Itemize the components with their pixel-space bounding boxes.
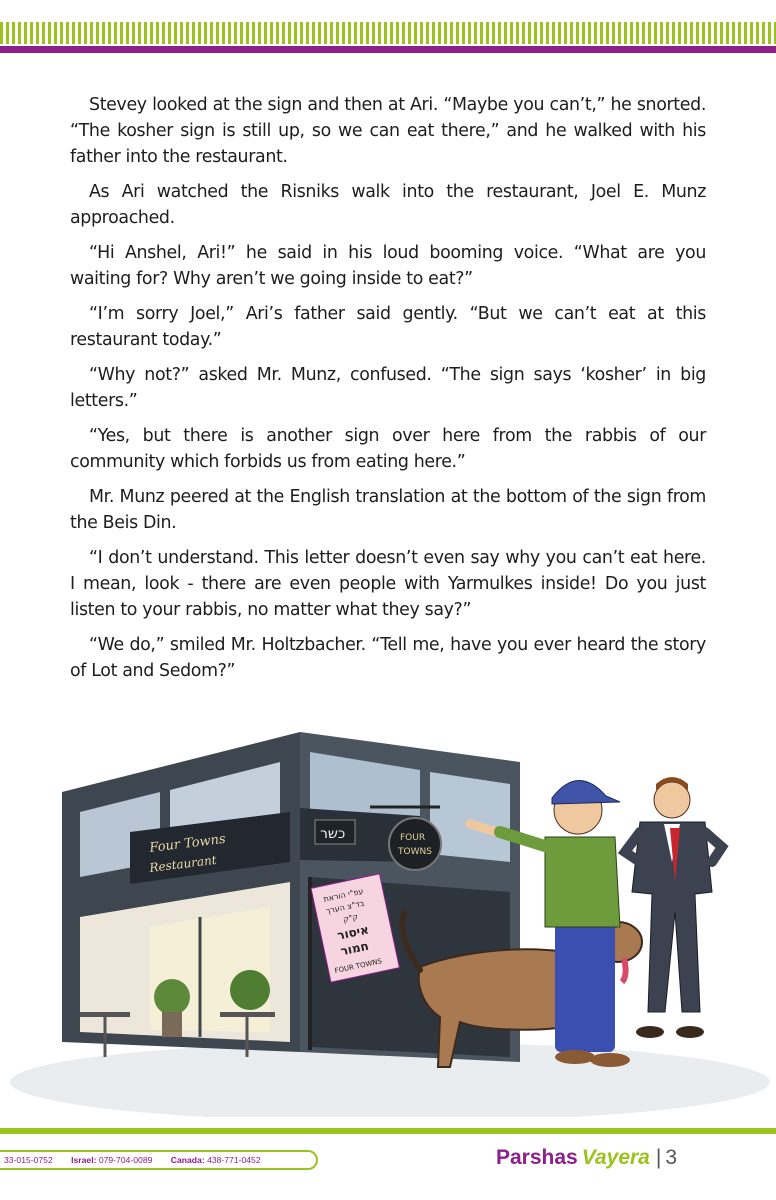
restaurant-sign-line-1: Four Towns: [148, 831, 227, 856]
page-number: 3: [665, 1146, 678, 1169]
header-tick-strip: [0, 22, 776, 44]
story-illustration: [0, 712, 776, 1117]
story-paragraph: “I don’t understand. This letter doesn’t even say why you can’t eat here. I mean, look - there are even people with Yarmulkes inside! Do you just listen to your rabbis, no matter what they say?”: [70, 548, 706, 620]
brand-vayera: Vayera: [581, 1146, 650, 1169]
header-rule: [0, 46, 776, 53]
contact-phone-1: 33-015-0752: [4, 1155, 53, 1165]
brand-parshas: Parshas: [496, 1146, 578, 1169]
round-sign-line-2: TOWNS: [398, 847, 432, 857]
story-paragraph: “I’m sorry Joel,” Ari’s father said gently. “But we can’t eat at this restaurant today.”: [70, 304, 706, 350]
footer-brand: [496, 1146, 677, 1176]
notice-line-1: עפ"י הוראת: [322, 886, 365, 904]
contact-phone-canada: Canada: 438-771-0452: [170, 1155, 261, 1165]
notice-line-6: FOUR TOWNS: [333, 957, 383, 976]
restaurant-sign-line-2: Restaurant: [148, 852, 218, 875]
round-sign: [389, 818, 441, 870]
story-paragraph: “We do,” smiled Mr. Holtzbacher. “Tell me, have you ever heard the story of Lot and Sedom?”: [70, 635, 706, 681]
story-paragraph: “Hi Anshel, Ari!” he said in his loud booming voice. “What are you waiting for? Why aren’t we going inside to eat?”: [70, 243, 706, 289]
contact-phone-israel: Israel: 079-704-0089: [71, 1155, 153, 1165]
notice-line-4: איסור: [335, 922, 370, 943]
kosher-sign: כשר: [320, 826, 346, 842]
footer-rule: [0, 1128, 776, 1134]
story-paragraph: Stevey looked at the sign and then at Ari. “Maybe you can’t,” he snorted. “The kosher sign is still up, so we can eat there,” and he walked with his father into the restaurant.: [70, 95, 706, 167]
notice-line-3: ק"ק: [342, 912, 359, 925]
round-sign-line-1: FOUR: [400, 833, 426, 843]
story-paragraph: As Ari watched the Risniks walk into the restaurant, Joel E. Munz approached.: [70, 182, 706, 228]
story-text: [70, 92, 706, 693]
story-paragraph: Mr. Munz peered at the English translation at the bottom of the sign from the Beis Din.: [70, 487, 706, 533]
contact-bar: [0, 1150, 318, 1170]
brand-separator: |: [655, 1146, 662, 1169]
man-mr-munz: [625, 777, 722, 1038]
notice-line-5: חמור: [339, 938, 370, 959]
notice-line-2: בד"צ הערך: [325, 898, 366, 916]
story-paragraph: “Yes, but there is another sign over here from the rabbis of our community which forbids us from eating here.”: [70, 426, 706, 472]
story-paragraph: “Why not?” asked Mr. Munz, confused. “The sign says ‘kosher’ in big letters.”: [70, 365, 706, 411]
